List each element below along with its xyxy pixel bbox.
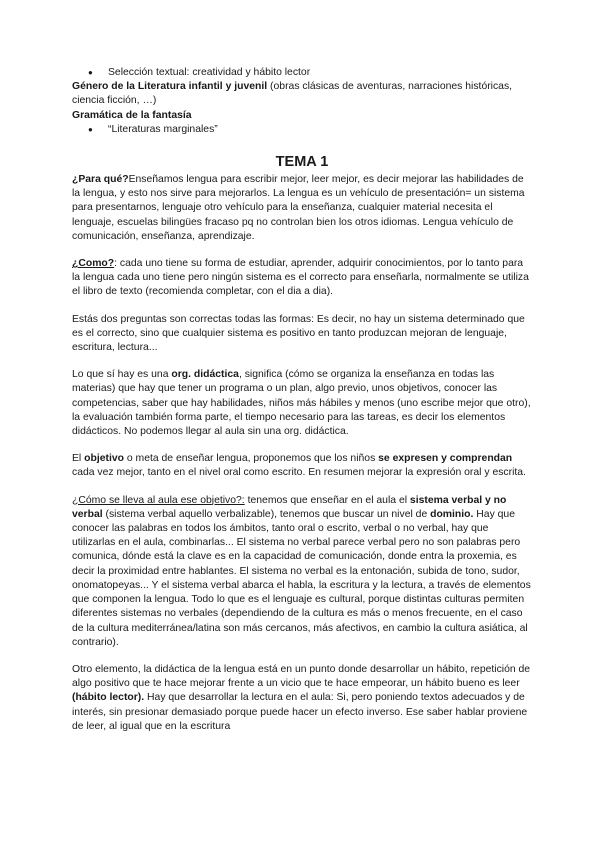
bullet-item-seleccion [72,66,532,80]
gramatica-heading: Gramática de la fantasía [72,109,192,121]
paragraph-text: Hay que conocer las palabras en todos los ámbitos, tanto oral o escrito, verbal o no verbal, hay que utilizarlas en el aula, combinarlas... El sistema no verbal parece verbal pero no son palabras pero comunica, dónde está la clave es en la capacidad de comunicación, donde entra la proxemia, es decir la proximidad entre hablantes. El sistema no verbal es la entonación, subida de tono, sudor, onomatopeyas... Y el sistema verbal abarca el habla, la escritura y la lectura, a través de elementos que componen la lengua. Todo lo que es el lenguaje es cultural, porque distintas culturas permiten diferentes sistemas no verbales (dependiendo de la cultura es más o menos frecuente, en el caso de la cultura mediterránea/latina son más cercanos, más afectivos, en cambio la cultura asiática, al contrario). [72,508,531,648]
term-habito-lector: (hábito lector). [72,692,145,704]
paragraph-text: tenemos que enseñar en el aula el [244,494,410,506]
paragraph-como [72,257,532,300]
paragraph-text: cada vez mejor, tanto en el nivel oral como escrito. En resumen mejorar la expresión oral y escrita. [72,467,526,479]
bullet-item-literaturas [72,123,532,137]
bullet-text: Selección textual: creatividad y hábito lector [108,67,311,78]
paragraph-objetivo [72,452,532,480]
paragraph-text: , significa (cómo se organiza la enseñanza en todas las materias) que hay que tener un programa o un plan, algo previo, unos objetivos, conocer las competencias, saber que hay habilidades, niños más hábiles y menos (uno escribe mejor que otro), la evaluación también forma parte, el tiempo necesario para las tareas, es decir los elementos didácticos. No podemos llegar al aula sin una org. didáctica. [72,369,531,438]
paragraph-text: o meta de enseñar lengua, proponemos que los niños [123,453,379,465]
paragraph-para-que [72,173,532,244]
paragraph-text: Lo que sí hay es una [72,369,172,381]
term-expresen: se expresen y comprendan [378,453,513,465]
paragraph-org-didactica [72,368,532,439]
paragraph-text: Enseñamos lengua para escribir mejor, leer mejor, es decir mejorar las habilidades de la lengua, y esto nos sirve para mejorarlos. La lengua es un vehículo de presentación= un sistema para presentarnos, lenguaje otro vehículo para la enseñanza, cualquier material necesita el lenguaje, escuelas bilingües fracaso pq no controlan bien los otros idiomas. Lengua vehículo de comunicación, enseñanza, aprendizaje. [72,174,525,242]
paragraph-formas [72,313,532,356]
question-como: ¿Como? [72,258,115,270]
term-sistema-verbal: sistema verbal y no verbal [72,494,507,520]
paragraph-text: Hay que desarrollar la lectura en el aula: Si, pero poniendo textos adecuados y de interés, sin presionar demasiado porque puede hacer un efecto inverso. Ese saber hablar proviene de leer, al igual que en la escritura [72,692,528,732]
paragraph-aula [72,494,532,650]
paragraph-text: (sistema verbal aquello verbalizable), tenemos que buscar un nivel de [102,508,431,520]
paragraph-text: El [72,453,85,465]
paragraph-text: : cada uno tiene su forma de estudiar, aprender, adquirir conocimientos, por lo tanto para la lengua cada uno tiene pero ningún sistema es el correcto para enseñarla, normalmente se utiliza el libro de texto (recomienda completar, con el dia a dia). [72,258,529,298]
term-dominio: dominio. [430,508,474,520]
term-objetivo: objetivo [84,453,124,465]
question-aula: ¿Cómo se lleva al aula ese objetivo?: [72,494,245,506]
document-page [72,66,532,747]
bullet-text: “Literaturas marginales” [108,123,218,135]
term-org-didactica: org. didáctica [171,369,239,381]
paragraph-text: Estás dos preguntas son correctas todas las formas: Es decir, no hay un sistema determinado que es el correcto, sino que cualquier sistema es positivo en tanto produzcan mejoran de lenguaje, escritura, lectura... [72,313,525,354]
question-para-que: ¿Para qué? [72,174,129,186]
genero-heading: Género de la Literatura infantil y juvenil [72,81,268,93]
genero-description: (obras clásicas de aventuras, narraciones históricas, ciencia ficción, …) [72,81,513,107]
section-title: TEMA 1 [275,154,329,171]
genero-line [72,80,532,108]
paragraph-text: Otro elemento, la didáctica de la lengua está en un punto donde desarrollar un hábito, repetición de algo positivo que te hace mejorar frente a un vicio que te hace empeorar, un hábito bueno es leer [72,663,531,690]
paragraph-habito [72,663,532,734]
